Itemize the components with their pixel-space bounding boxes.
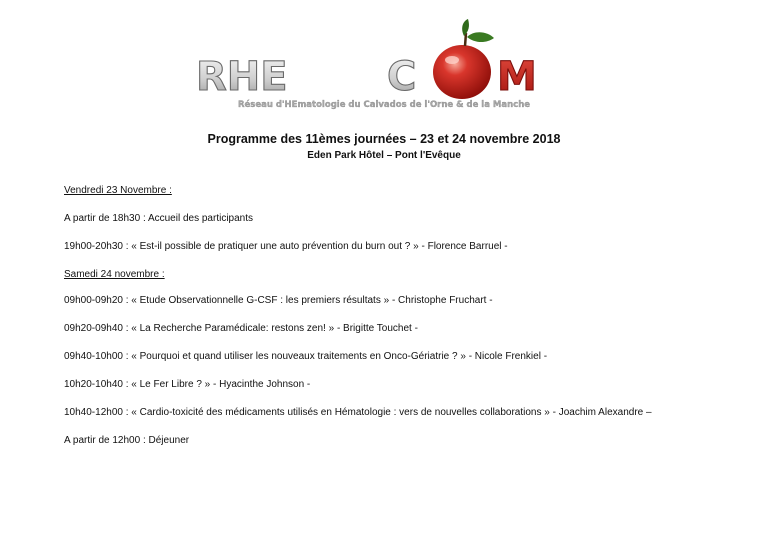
list-item: 09h40-10h00 : « Pourquoi et quand utiliser les nouveaux traitements en Onco-Gériatrie ? » - Nicole Frenkiel - [64, 351, 548, 362]
rhecom-logo-graphic [0, 0, 768, 120]
page-title: Programme des 11èmes journées – 23 et 24 novembre 2018 [207, 132, 561, 146]
program-header [0, 131, 768, 163]
venue-subtitle: Eden Park Hôtel – Pont l'Evêque [307, 150, 461, 161]
list-item: 19h00-20h30 : « Est-il possible de pratiquer une auto prévention du burn out ? » - Florence Barruel - [64, 241, 508, 252]
list-item: 09h00-09h20 : « Etude Observationnelle G-CSF : les premiers résultats » - Christophe Fruchart - [64, 295, 493, 306]
rhecom-logo [0, 0, 768, 120]
logo-letters-silver: RHE [196, 54, 288, 100]
apple-icon [433, 19, 494, 99]
day-heading-friday: Vendredi 23 Novembre : [64, 185, 172, 196]
list-item: 10h40-12h00 : « Cardio-toxicité des médicaments utilisés en Hématologie : vers de nouvelles collaborations » - Joachim Alexandre – [64, 407, 652, 418]
list-item: 10h20-10h40 : « Le Fer Libre ? » - Hyacinthe Johnson - [64, 379, 311, 390]
list-item: A partir de 12h00 : Déjeuner [64, 435, 190, 446]
day-heading-saturday: Samedi 24 novembre : [64, 269, 165, 280]
logo-letter-c: C [387, 54, 417, 100]
list-item: 09h20-09h40 : « La Recherche Paramédicale: restons zen! » - Brigitte Touchet - [64, 323, 418, 334]
logo-tagline: Réseau d'HEmatologie du Calvados de l'Orne & de la Manche [237, 100, 531, 110]
list-item: A partir de 18h30 : Accueil des participants [64, 213, 254, 224]
logo-letter-m: M [497, 54, 537, 100]
